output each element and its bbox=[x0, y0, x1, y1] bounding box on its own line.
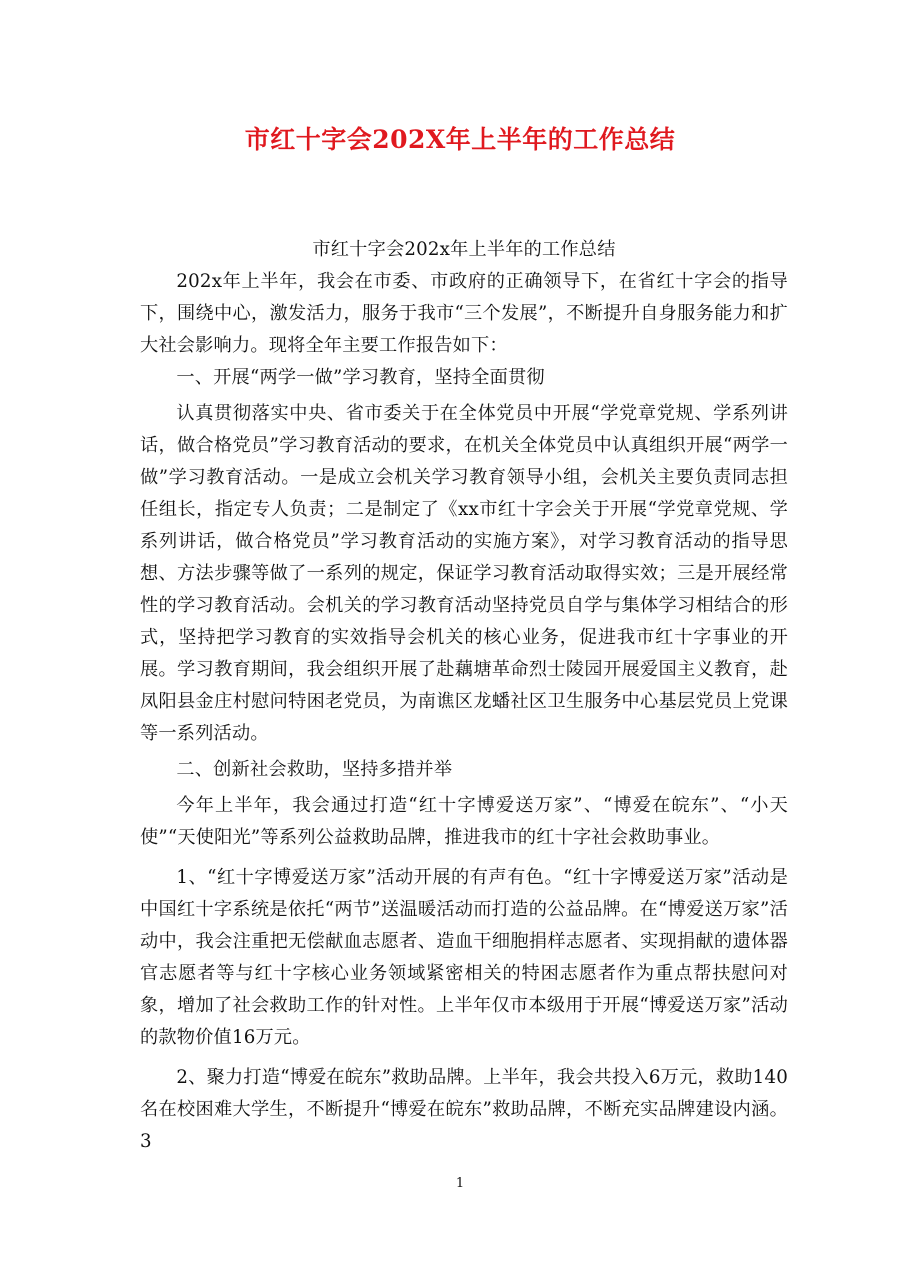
section-2-paragraph: 今年上半年，我会通过打造“红十字博爱送万家”、“博爱在皖东”、“小天使”“天使阳光”等系列公益救助品牌，推进我市的红十字社会救助事业。 bbox=[140, 795, 788, 848]
document-subtitle: 市红十字会202x年上半年的工作总结 bbox=[312, 239, 616, 260]
item-2-paragraph: 2、聚力打造“博爱在皖东”救助品牌。上半年，我会共投入6万元，救助140名在校困难大学生，不断提升“博爱在皖东”救助品牌，不断充实品牌建设内涵。3 bbox=[140, 1067, 788, 1152]
section-1-paragraph: 认真贯彻落实中央、省市委关于在全体党员中开展“学党章党规、学系列讲话，做合格党员”学习教育活动的要求，在机关全体党员中认真组织开展“两学一做”学习教育活动。一是成立会机关学习教育领导小组，会机关主要负责同志担任组长，指定专人负责；二是制定了《xx市红十字会关于开展“学党章党规、学系列讲话，做合格党员”学习教育活动的实施方案》，对学习教育活动的指导思想、方法步骤等做了一系列的规定，保证学习教育活动取得实效；三是开展经常性的学习教育活动。会机关的学习教育活动坚持党员自学与集体学习相结合的形式，坚持把学习教育的实效指导会机关的核心业务，促进我市红十字事业的开展。学习教育期间，我会组织开展了赴藕塘革命烈士陵园开展爱国主义教育，赴凤阳县金庄村慰问特困老党员，为南谯区龙蟠社区卫生服务中心基层党员上党课等一系列活动。 bbox=[140, 403, 788, 744]
section-heading-2: 二、创新社会救助，坚持多措并举 bbox=[176, 759, 453, 780]
document-body bbox=[140, 234, 788, 1158]
intro-paragraph: 202x年上半年，我会在市委、市政府的正确领导下，在省红十字会的指导下，围绕中心，激发活力，服务于我市“三个发展”，不断提升自身服务能力和扩大社会影响力。现将全年主要工作报告如下： bbox=[140, 271, 788, 356]
section-heading-1: 一、开展“两学一做”学习教育，坚持全面贯彻 bbox=[176, 367, 545, 388]
item-1-paragraph: 1、“红十字博爱送万家”活动开展的有声有色。“红十字博爱送万家”活动是中国红十字系统是依托“两节”送温暖活动而打造的公益品牌。在“博爱送万家”活动中，我会注重把无偿献血志愿者、造血干细胞捐样志愿者、实现捐献的遗体器官志愿者等与红十字核心业务领域紧密相关的特困志愿者作为重点帮扶慰问对象，增加了社会救助工作的针对性。上半年仅市本级用于开展“博爱送万家”活动的款物价值16万元。 bbox=[140, 867, 788, 1048]
page-number: 1 bbox=[455, 1176, 465, 1191]
document-title: 市红十字会202X年上半年的工作总结 bbox=[244, 125, 676, 154]
